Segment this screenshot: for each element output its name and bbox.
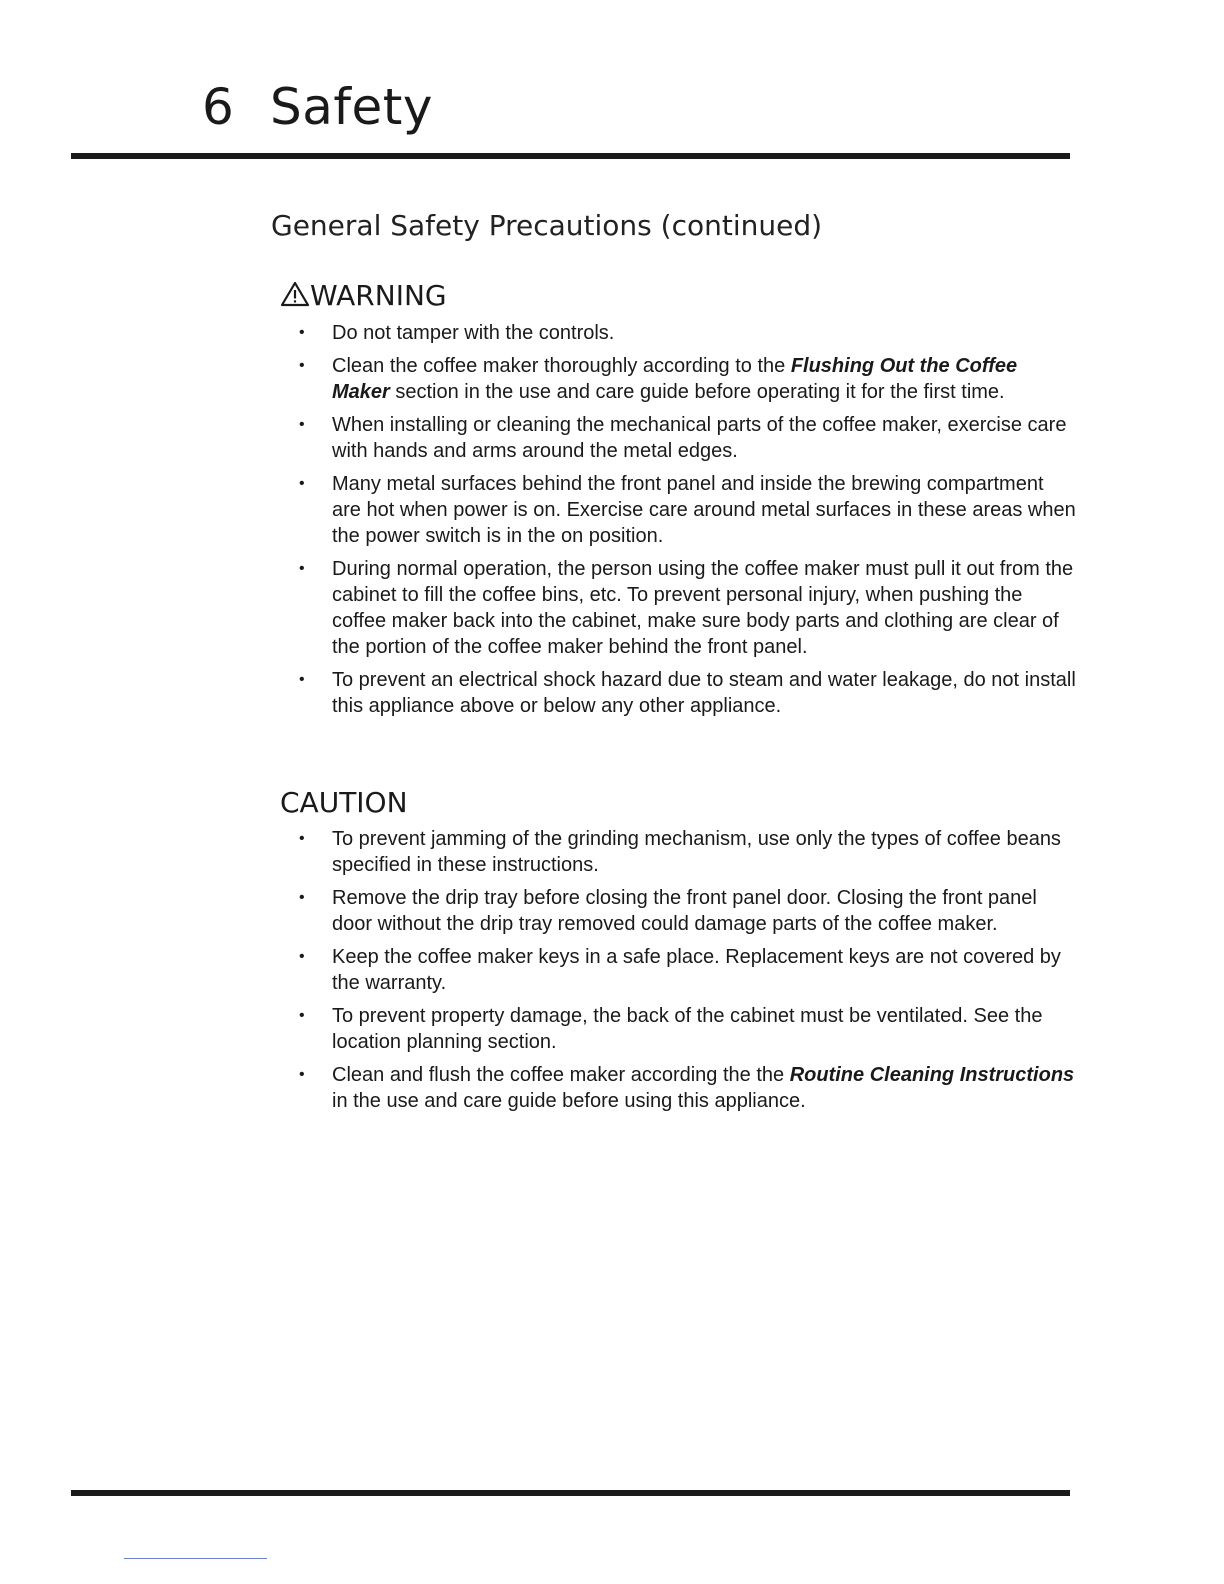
list-item: • Many metal surfaces behind the front panel and inside the brewing compartment are hot when power is on. Exercise care around metal surfaces in these areas when the power switch is in the on position.	[299, 473, 1076, 547]
caution-list	[297, 826, 1077, 1121]
footer-rule	[71, 1490, 1070, 1496]
bullet-icon: •	[299, 560, 305, 577]
warning-list	[297, 320, 1077, 726]
list-item: • To prevent property damage, the back of the cabinet must be ventilated. See the location planning section.	[299, 1005, 1043, 1053]
bullet-icon: •	[299, 671, 305, 688]
warning-heading	[280, 279, 447, 312]
list-item: • Clean the coffee maker thoroughly according to the Flushing Out the Coffee Maker section in the use and care guide before operating it for the first time.	[299, 355, 1018, 403]
bullet-icon: •	[299, 324, 305, 341]
chapter-number: 6	[202, 78, 235, 136]
header-rule	[71, 153, 1070, 159]
cross-reference: Flushing Out the Coffee Maker	[332, 355, 1018, 403]
list-item: • Remove the drip tray before closing the front panel door. Closing the front panel door without the drip tray removed could damage parts of the coffee maker.	[299, 887, 1037, 935]
list-item: • Keep the coffee maker keys in a safe place. Replacement keys are not covered by the warranty.	[299, 946, 1061, 994]
bullet-icon: •	[299, 357, 305, 374]
list-item: • To prevent an electrical shock hazard due to steam and water leakage, do not install this appliance above or below any other appliance.	[299, 669, 1076, 717]
cross-reference: Routine Cleaning Instructions	[789, 1064, 1075, 1086]
section-title: General Safety Precautions (continued)	[271, 209, 823, 242]
bullet-icon: •	[299, 1007, 305, 1024]
bullet-icon: •	[299, 475, 305, 492]
bullet-icon: •	[299, 830, 305, 847]
footer-link-underline	[124, 1558, 267, 1559]
caution-heading	[280, 786, 408, 819]
list-item: • When installing or cleaning the mechanical parts of the coffee maker, exercise care with hands and arms around the metal edges.	[299, 414, 1067, 462]
caution-label: CAUTION	[280, 786, 408, 819]
bullet-icon: •	[299, 416, 305, 433]
list-item: • To prevent jamming of the grinding mechanism, use only the types of coffee beans specified in these instructions.	[299, 828, 1061, 876]
chapter-title: Safety	[270, 78, 433, 136]
bullet-icon: •	[299, 889, 305, 906]
list-item: • Clean and flush the coffee maker according the the Routine Cleaning Instructions in the use and care guide before using this appliance.	[299, 1064, 1075, 1112]
bullet-icon: •	[299, 1066, 305, 1083]
list-item: • Do not tamper with the controls.	[299, 322, 615, 344]
bullet-icon: •	[299, 948, 305, 965]
warning-label: WARNING	[310, 279, 447, 312]
chapter-heading	[202, 78, 433, 136]
warning-triangle-icon	[280, 281, 310, 307]
list-item: • During normal operation, the person using the coffee maker must pull it out from the cabinet to fill the coffee bins, etc. To prevent personal injury, when pushing the coffee maker back into the cabinet, make sure body parts and clothing are clear of the portion of the coffee maker behind the front panel.	[299, 558, 1074, 658]
